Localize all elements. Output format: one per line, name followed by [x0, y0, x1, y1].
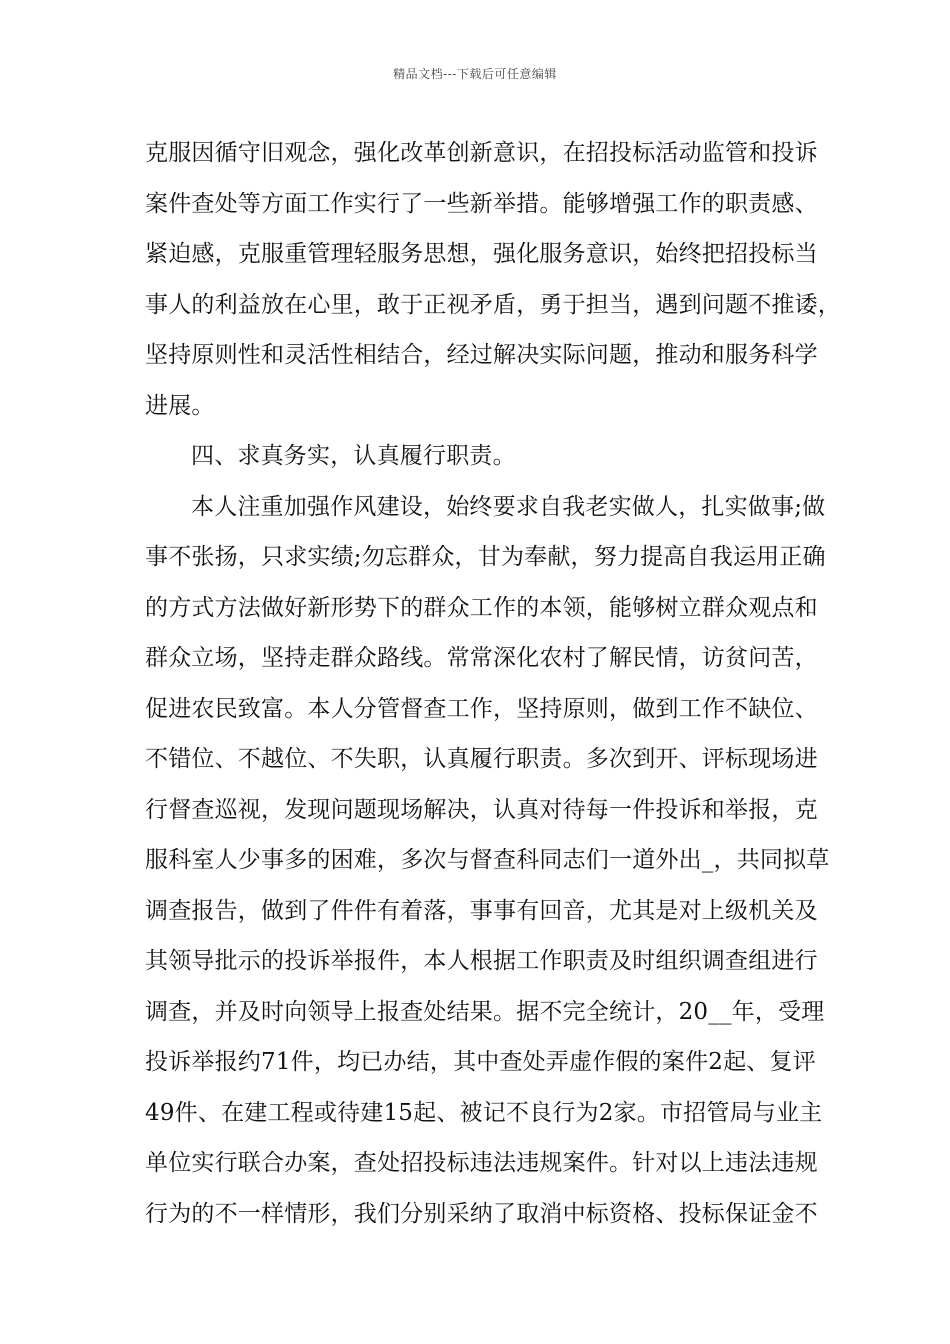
text-line: 不错位、不越位、不失职，认真履行职责。多次到开、评标现场进 [145, 746, 818, 772]
paragraph [145, 431, 825, 482]
text-line: 四、求真务实，认真履行职责。 [191, 443, 516, 469]
text-line: 行督查巡视，发现问题现场解决，认真对待每一件投诉和举报，克 [145, 796, 818, 823]
text-line: 调查报告，做到了件件有着落，事事有回音，尤其是对上级机关及 [145, 897, 818, 924]
text-line: 坚持原则性和灵活性相结合，经过解决实际问题，推动和服务科学 [145, 342, 818, 368]
text-line: 调查，并及时向领导上报查处结果。据不完全统计，20__年，受理 [145, 998, 825, 1025]
paragraph [145, 128, 841, 431]
text-line: 的方式方法做好新形势下的群众工作的本领，能够树立群众观点和 [145, 594, 818, 621]
text-line: 服科室人少事多的困难，多次与督查科同志们一道外出_，共同拟草 [145, 847, 830, 873]
text-line: 其领导批示的投诉举报件，本人根据工作职责及时组织调查组进行 [145, 948, 818, 974]
text-line: 促进农民致富。本人分管督查工作，坚持原则，做到工作不缺位、 [145, 695, 818, 722]
text-line: 单位实行联合办案，查处招投标违法违规案件。针对以上违法违规 [145, 1150, 818, 1176]
text-line: 克服因循守旧观念，强化改革创新意识，在招投标活动监管和投诉 [145, 140, 818, 166]
text-line: 群众立场，坚持走群众路线。常常深化农村了解民情，访贫问苦， [145, 645, 818, 671]
page-header: 精品文档---下载后可任意编辑 [393, 67, 557, 81]
paragraph [145, 482, 830, 1240]
text-line: 本人注重加强作风建设，始终要求自我老实做人，扎实做事;做 [191, 493, 826, 520]
text-line: 事不张扬，只求实绩;勿忘群众，甘为奉献，努力提高自我运用正确 [145, 544, 826, 570]
text-line: 投诉举报约71件，均已办结，其中查处弄虚作假的案件2起、复评 [145, 1049, 816, 1075]
text-line: 紧迫感，克服重管理轻服务思想，强化服务意识，始终把招投标当 [145, 241, 818, 267]
text-line: 进展。 [145, 392, 215, 419]
document-body [145, 128, 841, 1239]
text-line: 案件查处等方面工作实行了一些新举措。能够增强工作的职责感、 [145, 190, 818, 217]
text-line: 行为的不一样情形，我们分别采纳了取消中标资格、投标保证金不 [145, 1200, 818, 1227]
text-line: 49件、在建工程或待建15起、被记不良行为2家。市招管局与业主 [145, 1099, 823, 1126]
text-line: 事人的利益放在心里，敢于正视矛盾，勇于担当，遇到问题不推诿， [145, 291, 841, 318]
